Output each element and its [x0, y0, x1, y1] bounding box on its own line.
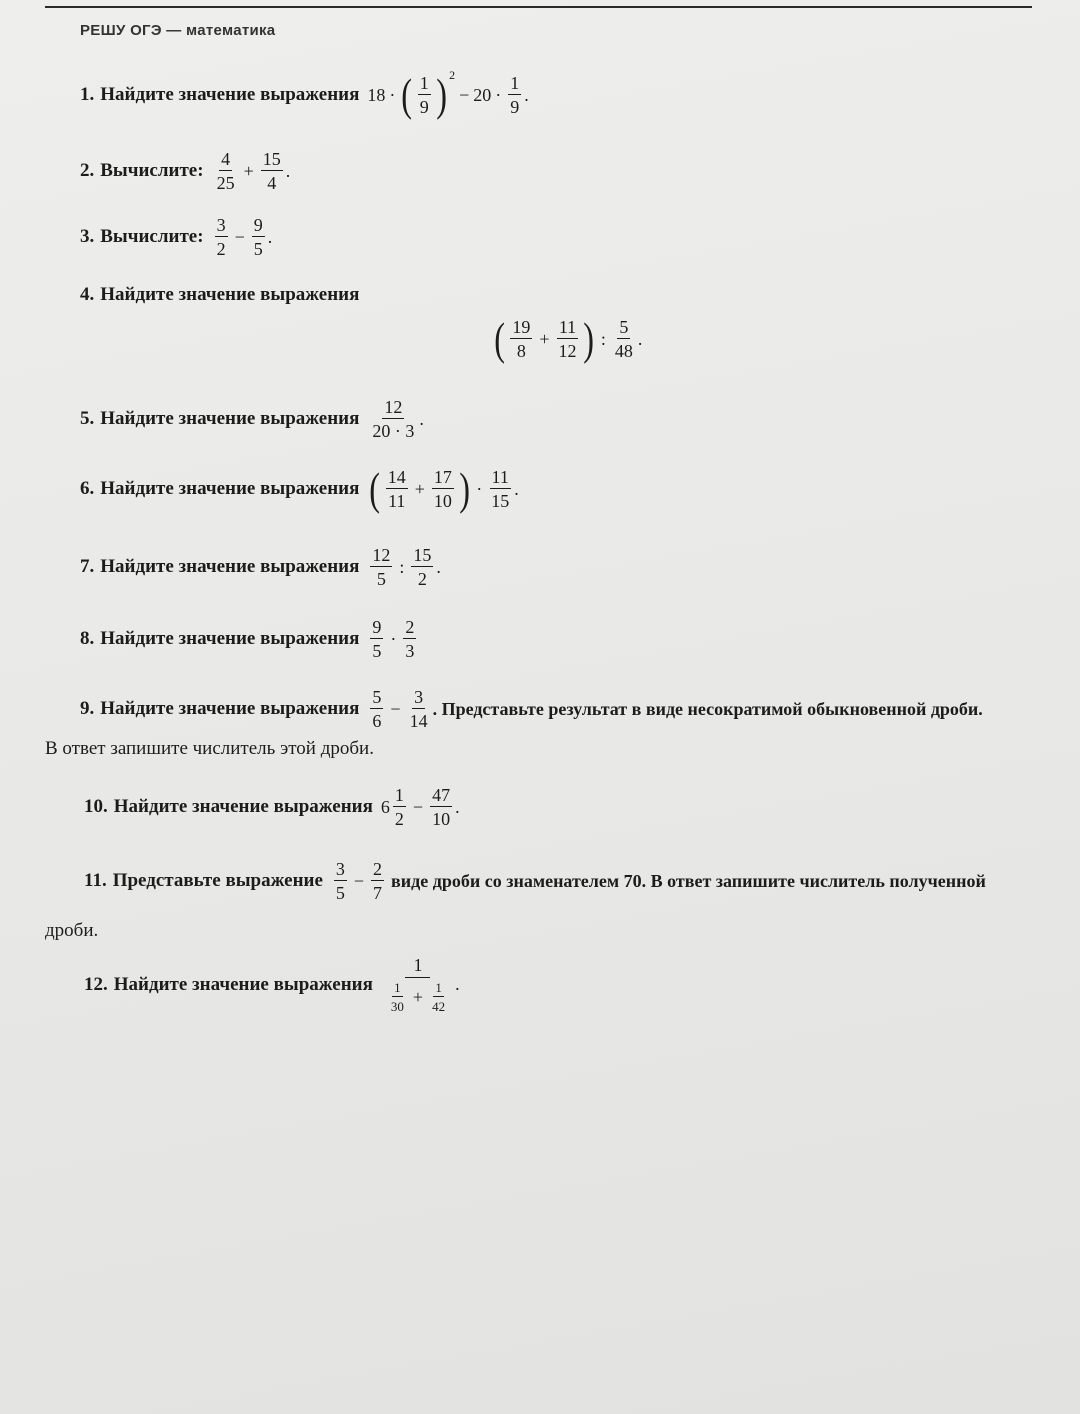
- task-number: 2.: [80, 160, 95, 181]
- fraction: $\frac{1}{42}$: [432, 980, 446, 1014]
- task-text: Найдите значение выражения: [100, 284, 360, 305]
- task-11-line2: дроби.: [45, 920, 99, 941]
- expression: 18 · ( $\frac{1}{9}$ ) 2 − 20 · $\frac{1}{9}$ .: [367, 68, 529, 120]
- page-header: РЕШУ ОГЭ — математика: [80, 22, 276, 39]
- task-2: [80, 150, 290, 192]
- fraction: $\frac{11}{15}$: [491, 467, 510, 511]
- fraction: $\frac{2}{3}$: [405, 617, 415, 661]
- task-number: 10.: [84, 796, 108, 817]
- fraction: $\frac{15}{4}$: [262, 149, 281, 193]
- expression: ( $\frac{14}{11}$ + $\frac{17}{10}$ ) · $\frac{11}{15}$ .: [369, 463, 519, 514]
- task-text: Вычислите:: [100, 160, 204, 181]
- fraction: $\frac{47}{10}$: [432, 785, 451, 829]
- fraction: $\frac{2}{7}$: [373, 859, 383, 903]
- task-text: Найдите значение выражения: [100, 698, 360, 719]
- fraction: $\frac{5}{6}$: [372, 687, 382, 731]
- task-text: Найдите значение выражения: [100, 478, 360, 499]
- fraction: $\frac{9}{5}$: [253, 215, 263, 259]
- task-9-line2: В ответ запишите числитель этой дроби.: [45, 738, 374, 759]
- exponent: 2: [449, 68, 456, 82]
- expression: $\frac{5}{6}$ − $\frac{3}{14}$: [372, 687, 428, 731]
- expression: 1 $\frac{1}{30}$ + $\frac{1}{42}$ .: [381, 956, 460, 1013]
- task-8: [80, 618, 419, 660]
- expression: $\frac{4}{25}$ + $\frac{15}{4}$ .: [216, 149, 291, 193]
- task-number: 3.: [80, 226, 95, 247]
- task-text: Найдите значение выражения: [100, 556, 360, 577]
- task-text: Вычислите:: [100, 226, 204, 247]
- fraction: $\frac{5}{48}$: [614, 317, 633, 361]
- task-text-tail: . Представьте результат в виде несократимой обыкновенной дроби.: [432, 698, 983, 719]
- fraction: $\frac{3}{14}$: [409, 687, 428, 731]
- task-number: 7.: [80, 556, 95, 577]
- task-text: Найдите значение выражения: [100, 408, 360, 429]
- task-9: [80, 688, 983, 730]
- fraction: $\frac{1}{9}$: [419, 73, 429, 117]
- task-10: [84, 786, 460, 828]
- fraction: $\frac{15}{2}$: [413, 545, 432, 589]
- task-4: [80, 284, 359, 306]
- task-number: 5.: [80, 408, 95, 429]
- task-text: Представьте выражение: [112, 870, 323, 891]
- task-12: [84, 956, 460, 1013]
- task-11: [84, 860, 986, 902]
- expression: $\frac{12}{20 \cdot 3}$ .: [372, 397, 424, 441]
- fraction: $\frac{12}{5}$: [372, 545, 391, 589]
- task-number: 12.: [84, 973, 108, 995]
- task-number: 11.: [84, 870, 107, 891]
- expression: ( $\frac{19}{8}$ + $\frac{11}{12}$ ) : $\frac{5}{48}$ .: [494, 313, 643, 364]
- fraction: $\frac{3}{2}$: [216, 215, 226, 259]
- task-text: Найдите значение выражения: [100, 84, 360, 105]
- complex-fraction: 1 $\frac{1}{30}$ + $\frac{1}{42}$: [390, 955, 446, 1014]
- fraction: $\frac{1}{2}$: [394, 785, 404, 829]
- fraction: $\frac{9}{5}$: [372, 617, 382, 661]
- fraction: $\frac{12}{20 \cdot 3}$: [372, 397, 415, 441]
- task-number: 1.: [80, 84, 95, 105]
- fraction: $\frac{1}{30}$: [390, 980, 404, 1014]
- task-5: [80, 398, 424, 440]
- task-text-tail: виде дроби со знаменателем 70. В ответ запишите числитель полученной: [391, 870, 986, 891]
- fraction: $\frac{14}{11}$: [387, 467, 406, 511]
- task-text: Найдите значение выражения: [113, 973, 373, 995]
- task-number: 6.: [80, 478, 95, 499]
- expression: $\frac{12}{5}$ : $\frac{15}{2}$ .: [372, 545, 441, 589]
- task-number: 4.: [80, 284, 95, 305]
- fraction: $\frac{4}{25}$: [216, 149, 235, 193]
- task-3: [80, 216, 272, 258]
- fraction: $\frac{11}{12}$: [558, 317, 577, 361]
- fraction: $\frac{19}{8}$: [512, 317, 531, 361]
- task-6: [80, 463, 519, 514]
- fraction: $\frac{1}{9}$: [510, 73, 520, 117]
- expression: $\frac{9}{5}$ · $\frac{2}{3}$: [372, 617, 415, 661]
- task-number: 8.: [80, 628, 95, 649]
- task-text: Найдите значение выражения: [113, 796, 373, 817]
- fraction: $\frac{3}{5}$: [335, 859, 345, 903]
- top-rule: [45, 6, 1032, 8]
- task-4-expression: [484, 313, 643, 364]
- task-text: Найдите значение выражения: [100, 628, 360, 649]
- expression: $\frac{3}{2}$ − $\frac{9}{5}$ .: [216, 215, 273, 259]
- fraction: $\frac{17}{10}$: [433, 467, 452, 511]
- task-7: [80, 546, 441, 588]
- expression: $\frac{3}{5}$ − $\frac{2}{7}$: [335, 859, 383, 903]
- task-1: [80, 68, 529, 120]
- task-number: 9.: [80, 698, 95, 719]
- expression: 6 $\frac{1}{2}$ − $\frac{47}{10}$ .: [380, 785, 460, 829]
